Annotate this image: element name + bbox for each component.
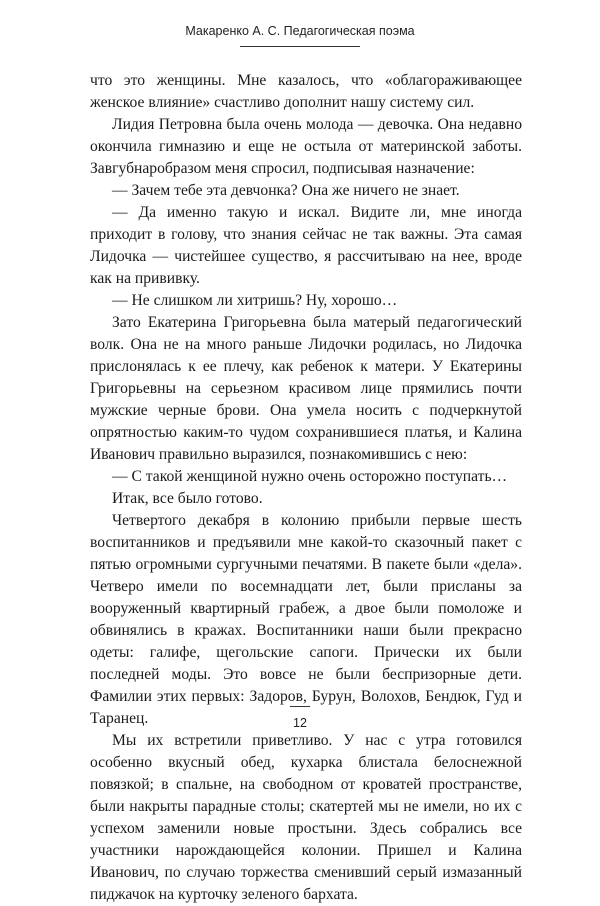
paragraph: — Не слишком ли хитришь? Ну, хорошо… — [112, 292, 398, 309]
paragraph: — Да именно такую и искал. Видите ли, мне иногда приходит в голову, что знания сейчас не так важны. Эта самая Лидочка — чистейшее существо, я рассчитываю на нее, вроде как на прививку. — [90, 204, 522, 287]
header-rule — [240, 46, 360, 47]
paragraph: Мы их встретили приветливо. У нас с утра готовился особенно вкусный обед, кухарка блистала белоснежной повязкой; в спальне, на свободном от кроватей пространстве, были накрыты парадные столы; скатертей мы не имели, но их с успехом заменили новые простыни. Здесь собрались все участники нарождающейся колонии. Пришел и Калина Иванович, по случаю торжества сменивший серый измазанный пиджачок на курточку зеленого бархата. — [90, 732, 522, 903]
paragraph: Зато Екатерина Григорьевна была матерый педагогический волк. Она не на много раньше Лидочки родилась, но Лидочка прислонялась к ее плечу, как ребенок к матери. У Екатерины Григорьевны на серьезном красивом лице прямились почти мужские черные брови. Она умела носить с подчеркнутой опрятностью каким-то чудом сохранившиеся платья, и Калина Иванович правильно выразился, познакомившись с нею: — [90, 314, 522, 463]
paragraph: что это женщины. Мне казалось, что «облагораживающее женское влияние» счастливо дополнит нашу систему сил. — [90, 72, 522, 111]
paragraph: — Зачем тебе эта девчонка? Она же ничего не знает. — [112, 182, 460, 199]
body-text — [90, 70, 522, 906]
paragraph: Четвертого декабря в колонию прибыли первые шесть воспитанников и предъявили мне какой-то сказочный пакет с пятью огромными сургучными печатями. В пакете были «дела». Четверо имели по восемнадцати лет, были присланы за вооруженный квартирный грабеж, а двое были помоложе и обвинялись в кражах. Воспитанники наши были прекрасно одеты: галифе, щегольские сапоги. Прически их были последней моды. Это вовсе не были беспризорные дети. Фамилии этих первых: Задоров, Бурун, Волохов, Бендюк, Гуд и Таранец. — [90, 512, 522, 727]
paragraph: Итак, все было готово. — [112, 490, 263, 507]
running-title: Макаренко А. С. Педагогическая поэма — [185, 24, 415, 38]
paragraph: — С такой женщиной нужно очень осторожно поступать… — [112, 468, 508, 485]
footer-rule — [290, 706, 310, 707]
paragraph: Лидия Петровна была очень молода — девочка. Она недавно окончила гимназию и еще не остыла от материнской заботы. Завгубнаробразом меня спросил, подписывая назначение: — [90, 116, 522, 177]
page-number: 12 — [293, 716, 307, 730]
